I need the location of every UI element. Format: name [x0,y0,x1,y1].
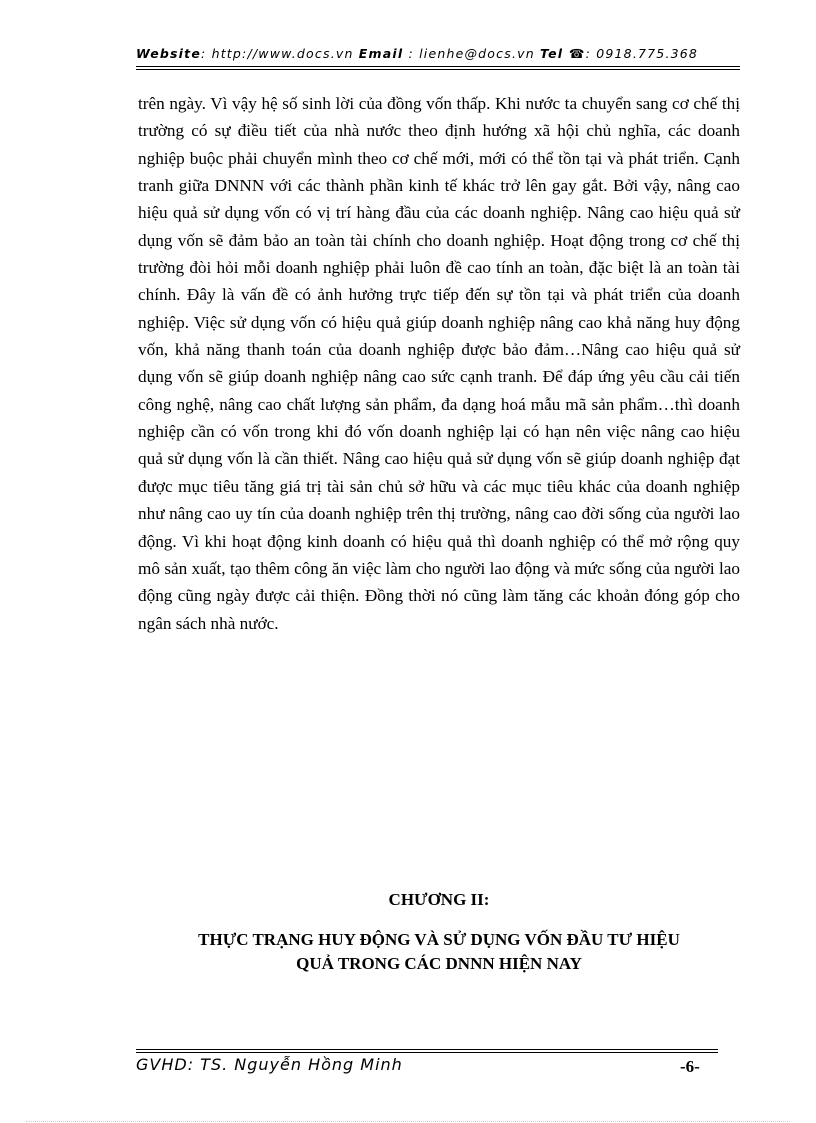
chapter-title [138,928,740,976]
body-paragraph-block [138,90,740,637]
website-value: : http://www.docs.vn [201,46,359,61]
header-divider-thin [136,69,740,70]
tel-value: : 0918.775.368 [585,46,699,61]
page-header [136,46,740,66]
chapter-title-line-1: THỰC TRẠNG HUY ĐỘNG VÀ SỬ DỤNG VỐN ĐẦU TƯ HIỆU [198,930,680,949]
body-paragraph: trên ngày. Vì vậy hệ số sinh lời của đồng vốn thấp. Khi nước ta chuyển sang cơ chế thị trường có sự điều tiết của nhà nước theo định hướng xã hội chủ nghĩa, các doanh nghiệp buộc phải chuyển mình theo cơ chế mới, mới có thể tồn tại và phát triển. Cạnh tranh giữa DNNN với các thành phần kinh tế khác trở lên gay gắt. Bởi vậy, nâng cao hiệu quả sử dụng vốn có vị trí hàng đầu của các doanh nghiệp. Nâng cao hiệu quả sử dụng vốn sẽ đảm bảo an toàn tài chính cho doanh nghiệp. Hoạt động trong cơ chế thị trường đòi hỏi mỗi doanh nghiệp phải luôn đề cao tính an toàn, đặc biệt là an toàn tài chính. Đây là vấn đề có ảnh hưởng trực tiếp đến sự tồn tại và phát triển của doanh nghiệp. Việc sử dụng vốn có hiệu quả giúp doanh nghiệp nâng cao khả năng huy động vốn, khả năng thanh toán của doanh nghiệp được bảo đảm…Nâng cao hiệu quả sử dụng vốn sẽ giúp doanh nghiệp nâng cao sức cạnh tranh. Để đáp ứng yêu cầu cải tiến công nghệ, nâng cao chất lượng sản phẩm, đa dạng hoá mẫu mã sản phẩm…thì doanh nghiệp cần có vốn trong khi đó vốn doanh nghiệp lại có hạn nên việc nâng cao hiệu quả sử dụng vốn là cần thiết. Nâng cao hiệu quả sử dụng vốn sẽ giúp doanh nghiệp đạt được mục tiêu tăng giá trị tài sản chủ sở hữu và các mục tiêu khác của doanh nghiệp như nâng cao uy tín của doanh nghiệp trên thị trường, nâng cao đời sống của người lao động. Vì khi hoạt động kinh doanh có hiệu quả thì doanh nghiệp có thể mở rộng quy mô sản xuất, tạo thêm công ăn việc làm cho người lao động và mức sống của người lao động cũng ngày được cải thiện. Đồng thời nó cũng làm tăng các khoản đóng góp cho ngân sách nhà nước. [138,94,740,633]
footer-advisor: GVHD: TS. Nguyễn Hồng Minh [136,1055,403,1074]
footer-divider-thin [136,1052,718,1053]
phone-icon: ☎ [563,46,586,61]
website-label: Website [136,46,201,61]
footer-divider [136,1049,718,1050]
tel-label: Tel [540,46,564,61]
email-value: : lienhe@docs.vn [403,46,541,61]
page-bottom-border [26,1121,790,1122]
chapter-title-line-2: QUẢ TRONG CÁC DNNN HIỆN NAY [296,954,582,973]
page-number: -6- [680,1057,700,1076]
email-label: Email [358,46,404,61]
chapter-number: CHƯƠNG II: [388,890,490,909]
header-divider [136,66,740,67]
